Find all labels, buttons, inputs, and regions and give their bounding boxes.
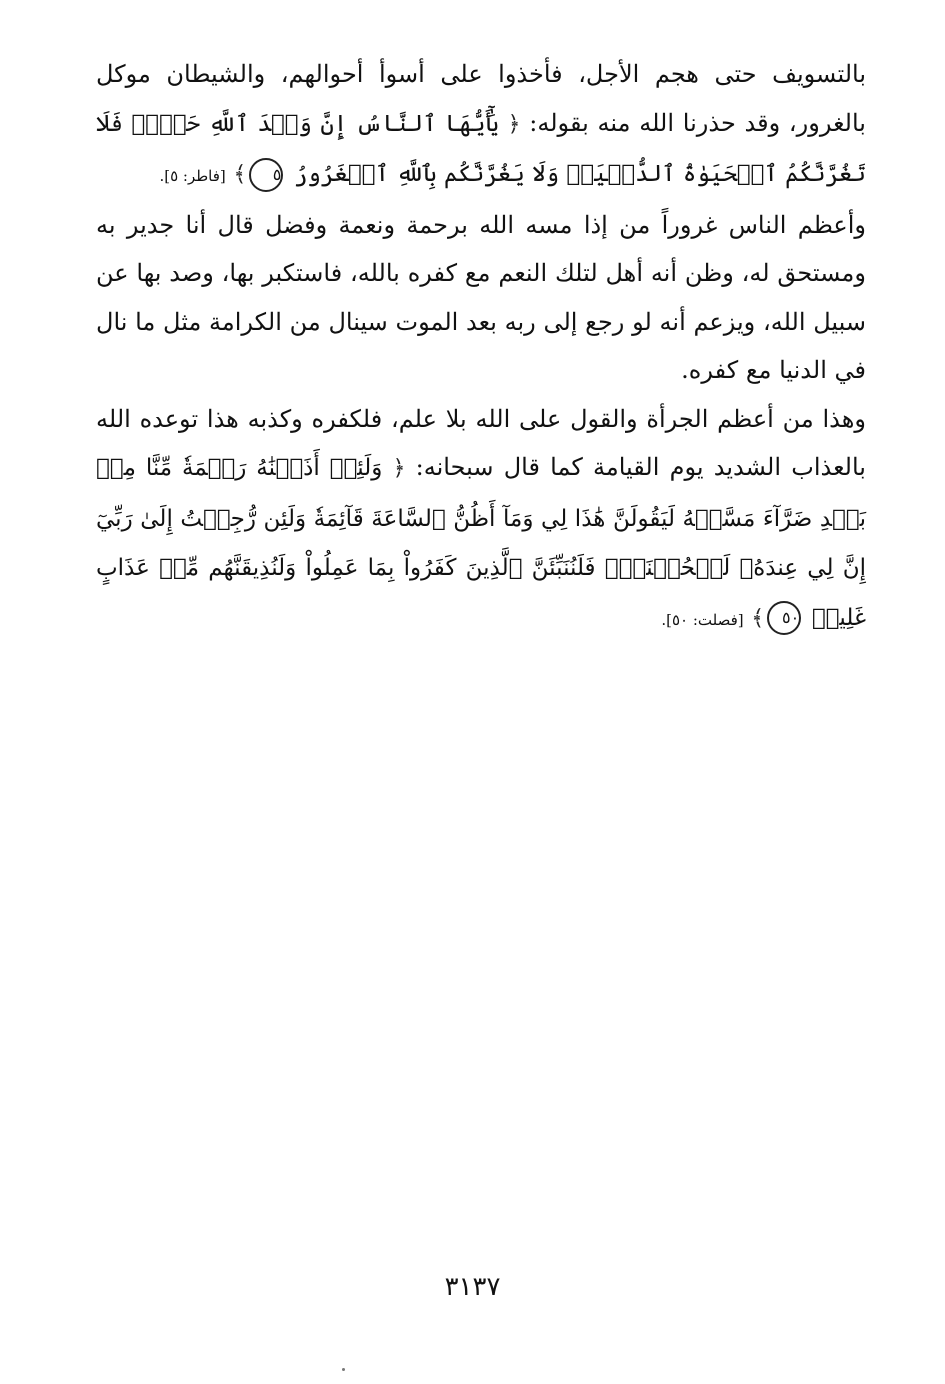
- ayah-number-marker: ٥: [249, 158, 283, 192]
- paragraph-3-text: وهذا من أعظم الجرأة والقول على الله بلا علم، فلكفره وكذبه هذا توعده الله بالعذاب الشديد يوم القيامة كما قال سبحانه:: [96, 404, 866, 481]
- quran-verse-fussilat: وَلَئِنۡ أَذَقۡنَٰهُ رَحۡمَةٗ مِّنَّا مِنۢ بَعۡدِ ضَرَّآءَ مَسَّتۡهُ لَيَقُولَنَّ هَٰذَا لِي وَمَآ أَظُنُّ ٱلسَّاعَةَ قَآئِمَةٗ وَلَئِن رُّجِعۡتُ إِلَىٰ رَبِّيٓ إِنَّ لِي عِندَهُۥ لَلۡحُسۡنَىٰۚ فَلَنُنَبِّئَنَّ ٱلَّذِينَ كَفَرُواْ بِمَا عَمِلُواْ وَلَنُذِيقَنَّهُم مِّنۡ عَذَابٍ غَلِيظٖ: [96, 455, 866, 631]
- paragraph-2: [96, 201, 866, 395]
- verse-open-ornament: ﴿: [507, 111, 521, 137]
- paragraph-1: [96, 50, 866, 201]
- paragraph-1-text: بالتسويف حتى هجم الأجل، فأخذوا على أسوأ أحوالهم، والشيطان موكل بالغرور، وقد حذرنا الله منه بقوله:: [96, 60, 867, 137]
- verse-reference: [فصلت: ٥٠].: [661, 610, 744, 629]
- page-number: ٣١٣٧: [444, 1272, 501, 1302]
- verse-open-ornament: ﴿: [392, 456, 406, 481]
- verse-close-ornament: ﴾: [751, 605, 765, 631]
- paragraph-2-text: وأعظم الناس غروراً من إذا مسه الله برحمة ونعمة وفضل قال أنا جدير به ومستحق له، وظن أنه أهل لتلك النعم مع كفره بالله، فاستكبر بها، وصد بها عن سبيل الله، ويزعم أنه لو رجع إلى ربه بعد الموت سينال من الكرامة مثل ما نال في الدنيا مع كفره.: [96, 210, 866, 384]
- verse-reference: [فاطر: ٥].: [159, 167, 226, 185]
- quran-verse-fatir: يَٰٓأَيُّهَا ٱلنَّاسُ إِنَّ وَعۡدَ ٱللَّهِ حَقّٞۖ فَلَا تَغُرَّنَّكُمُ ٱلۡحَيَوٰةُ ٱلدُّنۡيَاۖ وَلَا يَغُرَّنَّكُم بِٱللَّهِ ٱلۡغَرُورُ: [96, 110, 866, 187]
- scan-speck: [342, 1368, 345, 1371]
- ayah-number-marker: ٥٠: [767, 601, 801, 635]
- page-body: [96, 50, 866, 644]
- verse-close-ornament: ﴾: [233, 162, 247, 187]
- paragraph-3: [96, 395, 866, 645]
